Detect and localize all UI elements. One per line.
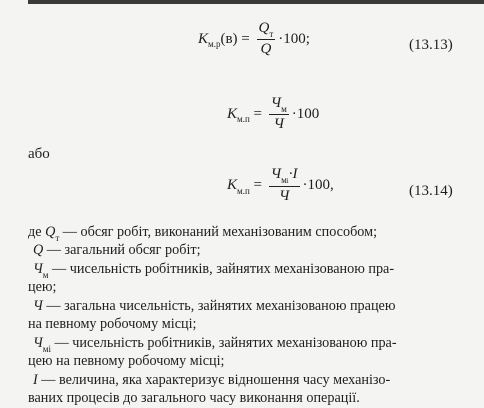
eq3-num-sub: м: [281, 175, 287, 185]
equation-number-13-13: (13.13): [409, 37, 453, 53]
eq1-den: Q: [260, 41, 272, 57]
definition-line: цею;: [28, 279, 57, 295]
eq2-tail: ·100: [291, 105, 320, 122]
equation-number-13-14: (13.14): [409, 183, 453, 199]
definition-line: I — величина, яка характеризує відношення часу механізо-: [33, 372, 391, 388]
definition-line: цею на певному робочому місці;: [28, 353, 225, 369]
eq1-num: Q: [258, 20, 270, 36]
eq2-den: Ч: [273, 116, 284, 132]
eq2-num: Ч: [270, 95, 282, 111]
definition-line: на певному робочому місці;: [28, 316, 197, 332]
eq2-lhs: K: [227, 105, 238, 122]
eq2-lhs-sub: м.п: [237, 114, 250, 124]
eq3-num-tail: ·I: [288, 166, 298, 182]
eq3-tail: ·100,: [302, 177, 334, 193]
eq3-num: Ч: [270, 166, 282, 182]
eq3-num-sub2: і: [286, 177, 289, 185]
definition-line: ваних процесів до загального часу виконання операції.: [28, 390, 360, 406]
eq1-lhs: K: [198, 30, 209, 47]
eq1-arg: (в): [220, 30, 238, 47]
eq3-den: Ч: [278, 188, 290, 204]
equation-13-14: K м.п = $\frac{Ч_{мі}\cdot I}{Ч}$ ·100,: [227, 166, 334, 204]
definition-line: Q — загальний обсяг робіт;: [33, 242, 201, 258]
eq1-tail: ·100;: [278, 30, 310, 47]
definition-line: $Ч_м$ — чисельність робітників, зайнятих механізованою пра-: [33, 261, 395, 280]
eq3-fraction: [269, 166, 300, 205]
definition-line: $Ч_{мі}$ — чисельність робітників, зайнятих механізованою пра-: [33, 335, 397, 354]
top-rule: [28, 0, 484, 4]
equation-kmp: K м.п = $\frac{Ч_м}{Ч}$ ·100: [227, 95, 320, 132]
equation-13-13: K м.р (в) = $\frac{Q_т}{Q}$ ·100;: [198, 20, 310, 57]
eq2-num-sub: м: [281, 104, 287, 114]
eq3-lhs: K: [227, 177, 238, 193]
eq1-fraction: [257, 20, 276, 58]
eq2-fraction: [269, 95, 289, 133]
eq1-num-sub: т: [269, 29, 274, 39]
eq1-lhs-sub: м.р: [208, 39, 221, 49]
definition-line: Ч — загальна чисельність, зайнятих механізованою працею: [33, 298, 396, 314]
definition-line: де $Q_т$ — обсяг робіт, виконаний механізованим способом;: [28, 224, 378, 243]
eq3-lhs-sub: м.п: [237, 185, 250, 196]
connector-text: або: [28, 146, 50, 162]
